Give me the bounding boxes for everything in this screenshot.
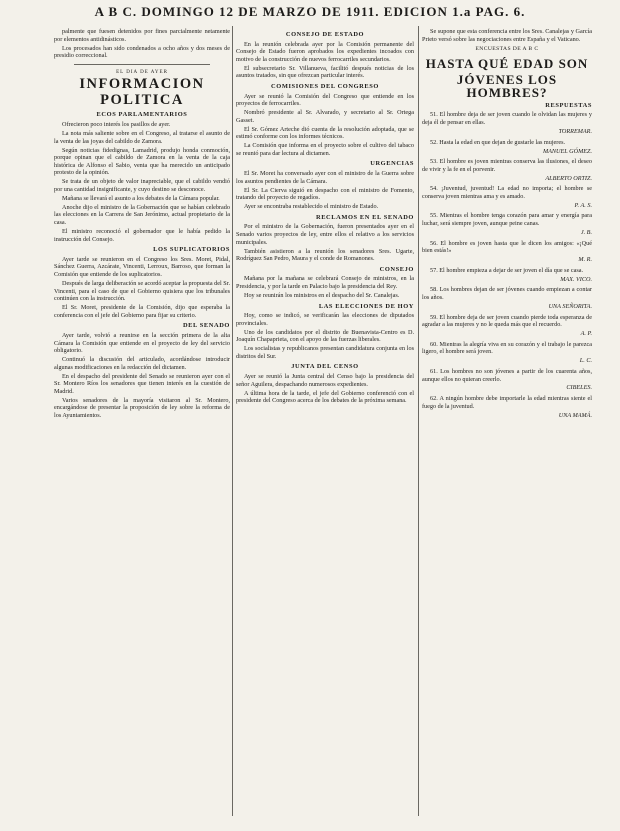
answer-text: 57. El hombre empieza a dejar de ser joven el día que se casa. xyxy=(430,266,584,274)
paragraph: Varios senadores de la mayoría visitaron al Sr. Montero, encargándose de presentar la proposición de ley sobre la reforma de los Ayuntamientos. xyxy=(54,396,230,420)
paragraph: Ayer se reunió la Comisión del Congreso que entiende en los proyectos de ferrocarriles. xyxy=(236,92,414,108)
section-heading: COMISIONES DEL CONGRESO xyxy=(271,82,379,90)
paragraph: Se supone que esta conferencia entre los Sres. Canalejas y García Prieto versó sobre las negociaciones entre España y el Vaticano. xyxy=(422,28,593,43)
answer-signature: L. C. xyxy=(579,357,592,365)
page-header: A B C. DOMINGO 12 DE MARZO DE 1911. EDICION 1.a PAG. 6. xyxy=(94,4,526,19)
paragraph: Se trata de un objeto de valor inapreciable, que el cabildo vendió por una cantidad insignificante, y cuyo destino se desconoce. xyxy=(54,178,230,193)
answer-item xyxy=(422,267,592,284)
section-heading: LOS SUPLICATORIOS xyxy=(153,246,230,254)
section-heading: DEL SENADO xyxy=(182,322,230,330)
paragraph: La Comisión que informa en el proyecto sobre el cultivo del tabaco se reunió para dar lectura al dictamen. xyxy=(236,142,414,157)
section-heading: RECLAMOS EN EL SENADO xyxy=(315,213,414,221)
section-heading: RESPUESTAS xyxy=(545,101,592,109)
answer-signature: M. R. xyxy=(578,256,592,264)
paragraph: Continuó la discusión del articulado, acordándose introducir algunas modificaciones en la redacción del dictamen. xyxy=(54,356,230,371)
paragraph: Por el ministro de la Gobernación, fueron presentados ayer en el Senado varios proyectos de ley, entre ellos el relativo a los servicios municipales. xyxy=(236,223,414,246)
answer-text: 60. Mientras la alegría viva en su corazón y el trabajo le parezca ligero, el hombre será joven. xyxy=(422,340,592,356)
answer-signature: CIBELES. xyxy=(566,384,592,392)
paragraph: Mañana se llevará el asunto a los debates de la Cámara popular. xyxy=(62,194,220,202)
answer-item xyxy=(422,240,592,264)
answer-signature: UNA MAMÁ. xyxy=(558,411,592,419)
answer-text: 61. Los hombres no son jóvenes a partir de los cuarenta años, aunque ellos no quieran creerlo. xyxy=(422,367,592,383)
enquiry-title-line-2: JÓVENES LOS HOMBRES? xyxy=(456,71,558,100)
paragraph: Después de larga deliberación se acordó aceptar la propuesta del Sr. Vincenti, para el caso de que el Gobierno quisiera que los tribunales continúen con la instrucción. xyxy=(54,279,230,303)
paragraph: Según noticias fidedignas, Lamadrid, produjo honda conmoción, porque opinan que el cabildo de Zamora en la venta de la caja histórica de Alfonso el Sabio, venta que ha merecido un anticipado protesto de la opinión. xyxy=(54,146,230,177)
paragraph: Ayer se reunió la Junta central del Censo bajo la presidencia del señor Aguilera, despachando numerosos expedientes. xyxy=(236,373,414,388)
answer-item xyxy=(422,395,592,419)
paragraph: Ayer tarde se reunieron en el Congreso los Sres. Moret, Pidal, Sánchez Guerra, Azcárate, Vincenti, Lerroux, Barroso, que forman la Comisión que entiende de los suplicatorios. xyxy=(54,255,230,278)
section-heading: CONSEJO xyxy=(379,265,414,273)
answer-text: 53. El hombre es joven mientras conserva las ilusiones, el deseo de vivir y la fe en el porvenir. xyxy=(422,158,592,173)
main-title-line-2: POLITICA xyxy=(100,92,184,109)
column-middle xyxy=(236,28,414,406)
paragraph: En la reunión celebrada ayer por la Comisión permanente del Consejo de Estado fueron aprobados los expedientes incoados con motivo de la construcción de nuevos ferrocarriles secundarios. xyxy=(236,40,414,63)
section-heading: CONSEJO DE ESTADO xyxy=(285,31,365,38)
answer-signature: A. P. xyxy=(580,330,592,338)
answer-text: 59. El hombre deja de ser joven cuando pierde toda esperanza de agradar a las mujeres y no le queda más que el recuerdo. xyxy=(422,313,592,329)
column-divider xyxy=(418,26,419,816)
section-heading: LAS ELECCIONES DE HOY xyxy=(318,302,414,310)
day-line: EL DIA DE AYER xyxy=(116,69,168,75)
answer-signature: P. A. S. xyxy=(574,201,592,209)
column-right xyxy=(422,28,592,422)
answer-signature: ALBERTO ORTIZ. xyxy=(545,174,592,182)
paragraph: Los procesados han sido condenados a ocho años y dos meses de presidio correccional. xyxy=(54,44,230,60)
answer-item xyxy=(422,139,592,156)
paragraph: Mañana por la mañana se celebrará Consejo de ministros, en la Presidencia, y por la tarde en Palacio bajo la presidencia del Rey. xyxy=(236,275,414,290)
paragraph: palmente que fuesen detenidos por fines parcialmente netamente por elementos antidinásticos. xyxy=(54,28,230,43)
separator xyxy=(74,64,210,65)
paragraph: El Sr. La Cierva siguió en despacho con el ministro de Fomento, tratando del proyecto de regadíos. xyxy=(236,186,414,202)
answer-item xyxy=(422,212,592,236)
section-heading: URGENCIAS xyxy=(370,160,414,168)
answer-item xyxy=(422,185,592,209)
paragraph: Uno de los candidatos por el distrito de Buenavista-Centro es D. Joaquín Chapaprieta, con el apoyo de las fuerzas liberales. xyxy=(236,328,414,344)
answer-text: 58. Los hombres dejan de ser jóvenes cuando empiezan a contar los años. xyxy=(422,286,592,301)
answer-signature: J. B. xyxy=(580,229,592,237)
answer-item xyxy=(422,341,592,365)
answer-item xyxy=(422,158,592,182)
paragraph: En el despacho del presidente del Senado se reunieron ayer con el Sr. Montero Ríos los senadores que tienen interés en la cuestión de Madrid. xyxy=(54,372,230,395)
paragraph: Anoche dijo el ministro de la Gobernación que se habían celebrado las elecciones en la Carrera de San Jerónimo, actual propietario de la casa. xyxy=(54,203,230,227)
paragraph: Los socialistas y republicanos presentan candidatura conjunta en los distritos del Sur. xyxy=(236,345,414,360)
paragraph: Hoy se reunirán los ministros en el despacho del Sr. Canalejas. xyxy=(244,291,400,299)
column-left xyxy=(54,28,230,421)
section-heading: ECOS PARLAMENTARIOS xyxy=(96,111,188,119)
paragraph: Ofrecieron poco interés los pasillos de ayer. xyxy=(62,120,171,128)
paragraph: También asistieron a la reunión los senadores Sres. Ugarte, Rodríguez San Pedro, Maura y el conde de Romanones. xyxy=(236,247,414,263)
answers-list xyxy=(422,111,592,419)
main-title-line-1: INFORMACION xyxy=(79,76,205,93)
answer-signature: TORREMAR. xyxy=(558,127,592,135)
paragraph: Hoy, como se indicó, se verificarán las elecciones de diputados provinciales. xyxy=(236,312,414,327)
paragraph: El Sr. Gómez Arteche dió cuenta de la resolución adoptada, que se estimó conforme con los informes técnicos. xyxy=(236,125,414,141)
paragraph: El subsecretario Sr. Villanueva, facilitó después noticias de los asuntos tratados, sin que ofrezcan particular interés. xyxy=(236,64,414,80)
enquiry-line: ENCUESTAS DE A B C xyxy=(475,46,539,53)
answer-item xyxy=(422,111,592,135)
answer-text: 51. El hombre deja de ser joven cuando le olvidan las mujeres y deja él de pensar en ellas. xyxy=(422,111,592,126)
paragraph: El ministro reconoció el gobernador que le había pedido la instrucción del Consejo. xyxy=(54,228,230,243)
answer-text: 56. El hombre es joven hasta que le dicen los amigos: «¡Qué bien estás!» xyxy=(422,239,592,255)
paragraph: El Sr. Moret ha conversado ayer con el ministro de la Guerra sobre los asuntos pendientes de la Cámara. xyxy=(236,170,414,185)
paragraph: Ayer tarde, volvió a reunirse en la sección primera de la alta Cámara la Comisión que entiende en el proyecto de ley del servicio obligatorio. xyxy=(54,331,230,355)
answer-signature: UNA SEÑORITA. xyxy=(548,302,592,310)
enquiry-title-line-1: HASTA QUÉ EDAD SON xyxy=(425,55,589,71)
answer-signature: MANUEL GÓMEZ. xyxy=(542,147,592,155)
paragraph: Nombró presidente al Sr. Alvarado, y secretario al Sr. Ortega Gasset. xyxy=(236,109,414,124)
answer-item xyxy=(422,368,592,392)
answer-text: 52. Hasta la edad en que dejan de gustarle las mujeres. xyxy=(430,138,566,146)
paragraph: A última hora de la tarde, el jefe del Gobierno conferenció con el presidente del Congreso acerca de los debates de la próxima semana. xyxy=(236,389,414,405)
paragraph: Ayer se encontraba restablecido el ministro de Estado. xyxy=(244,203,379,211)
answer-item xyxy=(422,314,592,338)
paragraph: La nota más saliente sobre en el Congreso, al tratarse el asunto de la venta de las joyas del cabildo de Zamora. xyxy=(54,129,230,145)
paragraph: El Sr. Moret, presidente de la Comisión, dijo que esperaba la conferencia con el jefe del Gobierno para fijar su criterio. xyxy=(54,304,230,319)
answer-text: 55. Mientras el hombre tenga corazón para amar y energía para luchar, será siempre joven, aunque peine canas. xyxy=(422,212,592,228)
section-heading: JUNTA DEL CENSO xyxy=(291,363,359,371)
answer-text: 62. A ningún hombre debe importarle la edad mientras siente el fuego de la juventud. xyxy=(422,395,592,410)
column-divider xyxy=(232,26,233,816)
answer-item xyxy=(422,286,592,310)
answer-text: 54. ¡Juventud, juventud! La edad no importa; el hombre se conserva joven mientras ama y es amado. xyxy=(422,185,592,200)
answer-signature: MAX. VICO. xyxy=(560,275,592,283)
